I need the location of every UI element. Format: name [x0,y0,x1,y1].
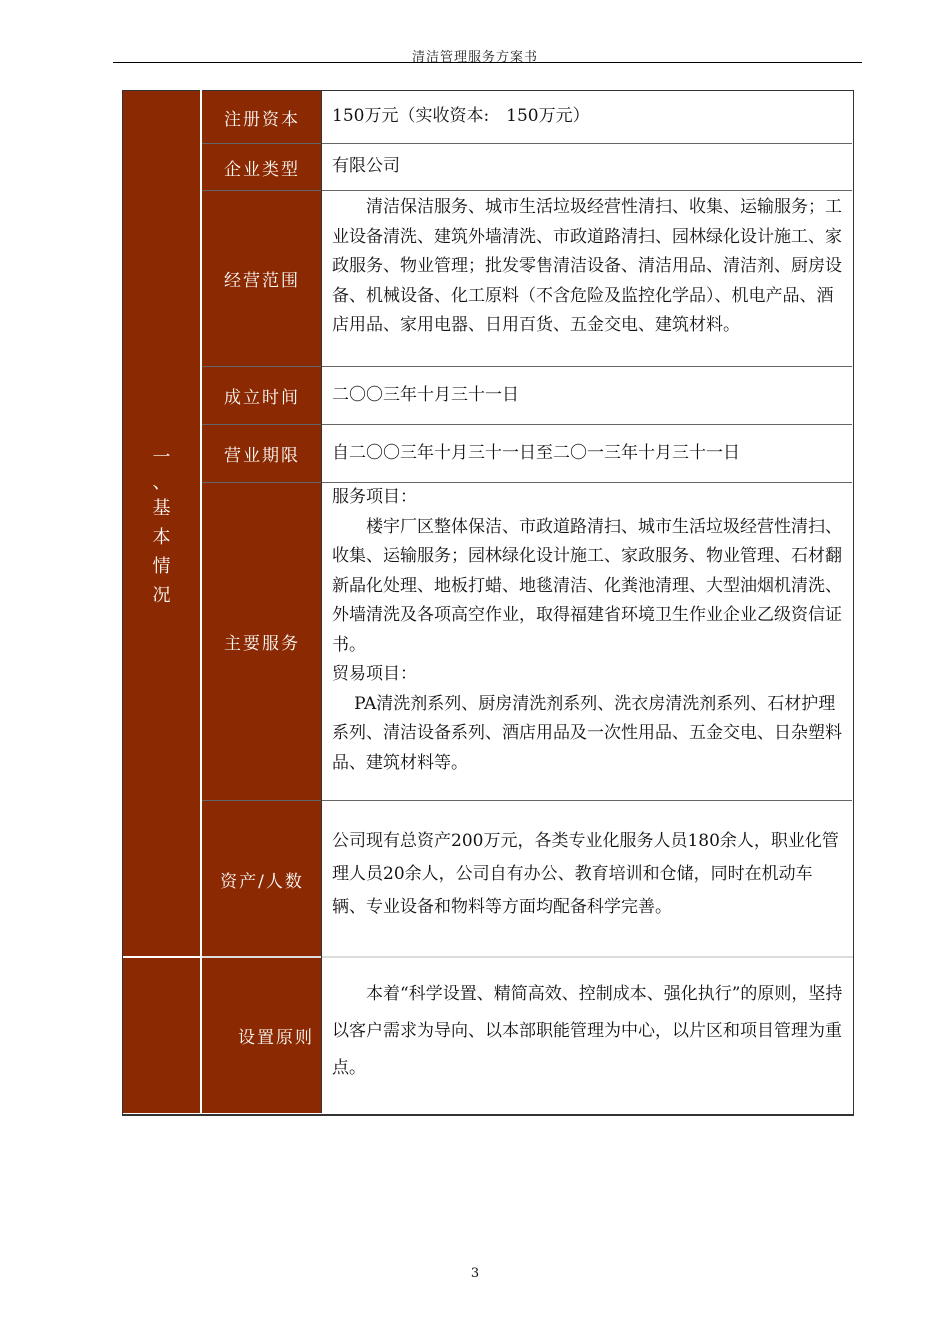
value-business-term: 自二〇〇三年十月三十一日至二〇一三年十月三十一日 [323,425,852,482]
section-title-char: 基 [152,498,171,519]
document-header-title: 清洁管理服务方案书 [411,50,538,65]
row-divider [200,800,852,801]
section-column-principle [123,958,200,1113]
section-title-char: 况 [152,585,171,606]
row-divider [200,424,852,425]
row-divider [200,482,852,483]
service-items-text: 楼宇厂区整体保洁、市政道路清扫、城市生活垃圾经营性清扫、收集、运输服务；园林绿化设计施工、家政服务、物业管理、石材翻新晶化处理、地板打蜡、地毯清洁、化粪池清理、大型油烟机清洗、外墙清洗及各项高空作业，取得福建省环境卫生作业企业乙级资信证书。 [332,516,842,655]
trade-items-text: PA清洗剂系列、厨房清洗剂系列、洗衣房清洗剂系列、石材护理系列、清洁设备系列、酒店用品及一次性用品、五金交电、日杂塑料品、建筑材料等。 [332,693,842,773]
label-business-scope: 经营范围 [202,191,322,366]
label-registered-capital: 注册资本 [202,91,322,143]
column-divider [200,90,202,1113]
label-founded-date: 成立时间 [202,367,322,424]
section-title-basic-info [123,443,200,610]
value-founded-date: 二〇〇三年十月三十一日 [323,367,852,424]
value-registered-capital: 150万元（实收资本: 150万元） [323,91,852,143]
header-rule [113,62,862,63]
label-business-term: 营业期限 [202,425,322,482]
basic-info-table [122,90,854,1116]
label-assets-staff: 资产/人数 [202,801,322,957]
section-divider [200,956,853,958]
label-company-type: 企业类型 [202,144,322,190]
label-main-services: 主要服务 [202,483,322,800]
section-title-char: 情 [152,556,171,577]
label-setup-principle: 设置原则 [202,958,322,1113]
column-divider [321,90,322,1113]
section-title-char: 、 [152,472,171,493]
value-setup-principle: 本着“科学设置、精简高效、控制成本、强化执行”的原则，坚持以客户需求为导向、以本部职能管理为中心，以片区和项目管理为重点。 [323,958,852,1113]
row-divider [200,366,852,367]
value-assets-staff: 公司现有总资产200万元，各类专业化服务人员180余人，职业化管理人员20余人，公司自有办公、教育培训和仓储，同时在机动车辆、专业设备和物料等方面均配备科学完善。 [323,801,852,957]
row-divider [200,190,852,191]
trade-items-heading: 贸易项目： [332,664,417,684]
service-items-heading: 服务项目： [332,487,417,507]
row-divider [200,143,852,144]
value-company-type: 有限公司 [323,144,852,190]
section-title-char: 一 [152,447,171,468]
page-number: 3 [470,1266,480,1281]
section-column-basic-info [123,91,200,956]
value-business-scope: 清洁保洁服务、城市生活垃圾经营性清扫、收集、运输服务；工业设备清洗、建筑外墙清洗、市政道路清扫、园林绿化设计施工、家政服务、物业管理；批发零售清洁设备、清洁用品、清洁剂、厨房设备、机械设备、化工原料（不含危险及监控化学品）、机电产品、酒店用品、家用电器、日用百货、五金交电、建筑材料。 [323,191,852,366]
section-title-char: 本 [152,527,171,548]
value-main-services [323,483,852,800]
